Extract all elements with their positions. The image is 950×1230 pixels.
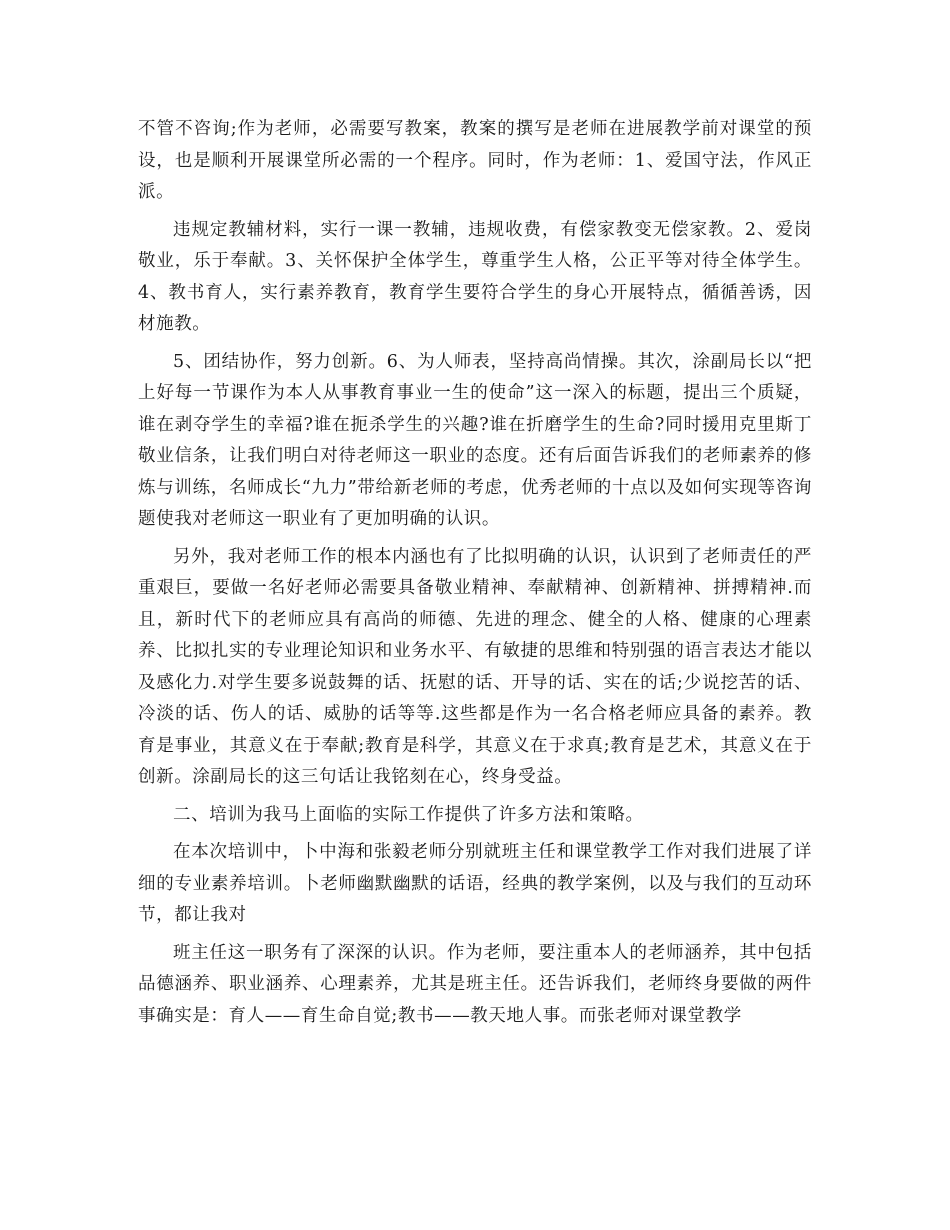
section-heading: 二、培训为我马上面临的实际工作提供了许多方法和策略。 [173, 804, 644, 825]
paragraph-1: 不管不咨询;作为老师，必需要写教案，教案的撰写是老师在进展教学前对课堂的预设，也是顺利开展课堂所必需的一个程序。同时，作为老师：1、爱国守法，作风正派。 [138, 119, 812, 202]
paragraph-3: 5、团结协作，努力创新。6、为人师表，坚持高尚情操。其次，涂副局长以“把上好每一节课作为本人从事教育事业一生的使命”这一深入的标题，提出三个质疑，谁在剥夺学生的幸福?谁在扼杀学生的兴趣?谁在折磨学生的生命?同时援用克里斯丁敬业信条，让我们明白对待老师这一职业的态度。还有后面告诉我们的老师素养的修炼与训练，名师成长“九力”带给新老师的考虑，优秀老师的十点以及如何实现等咨询题使我对老师这一职业有了更加明确的认识。 [138, 351, 812, 529]
paragraph-2: 违规定教辅材料，实行一课一教辅，违规收费，有偿家教变无偿家教。2、爱岗敬业，乐于奉献。3、关怀保护全体学生，尊重学生人格，公正平等对待全体学生。4、教书育人，实行素养教育，教育学生要符合学生的身心开展特点，循循善诱，因材施教。 [138, 219, 812, 334]
paragraph-5: 在本次培训中，卜中海和张毅老师分别就班主任和课堂教学工作对我们进展了详细的专业素养培训。卜老师幽默幽默的话语，经典的教学案例，以及与我们的互动环节，都让我对 [138, 842, 812, 925]
paragraph-6: 班主任这一职务有了深深的认识。作为老师，要注重本人的老师涵养，其中包括品德涵养、职业涵养、心理素养，尤其是班主任。还告诉我们，老师终身要做的两件事确实是：育人——育生命自觉;教书——教天地人事。而张老师对课堂教学 [138, 942, 812, 1026]
paragraph-4: 另外，我对老师工作的根本内涵也有了比拟明确的认识，认识到了老师责任的严重艰巨，要做一名好老师必需要具备敬业精神、奉献精神、创新精神、拼搏精神.而且，新时代下的老师应具有高尚的师德、先进的理念、健全的人格、健康的心理素养、比拟扎实的专业理论知识和业务水平、有敏捷的思维和特别强的语言表达才能以及感化力.对学生要多说鼓舞的话、抚慰的话、开导的话、实在的话;少说挖苦的话、冷淡的话、伤人的话、威胁的话等等.这些都是作为一名合格老师应具备的素养。教育是事业，其意义在于奉献;教育是科学，其意义在于求真;教育是艺术，其意义在于创新。涂副局长的这三句话让我铭刻在心，终身受益。 [138, 546, 812, 787]
